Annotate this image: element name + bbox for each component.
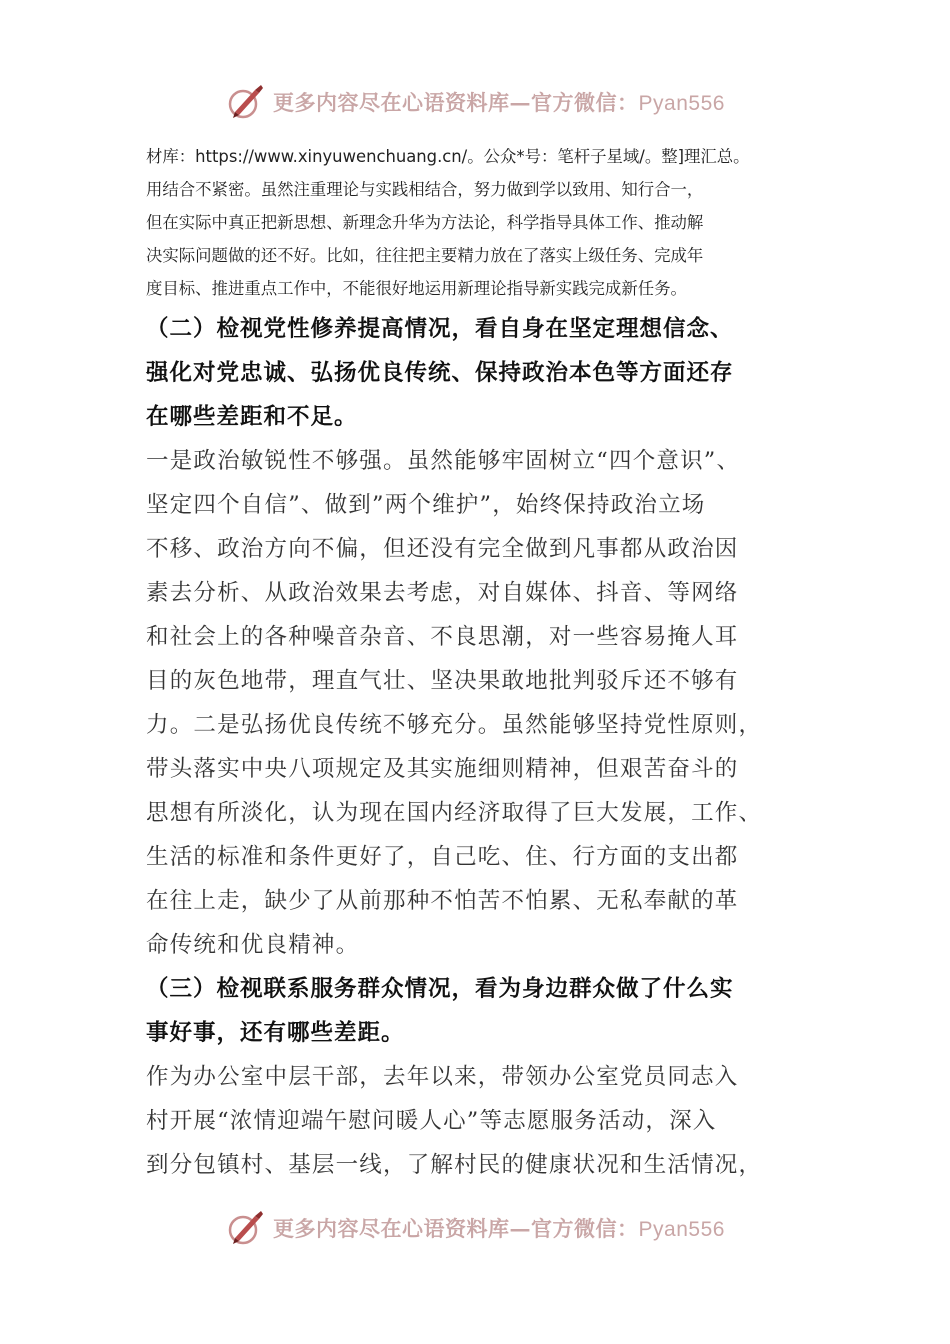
- intro-line: 度目标、推进重点工作中，不能很好地运用新理论指导新实践完成新任务。: [146, 279, 687, 298]
- banner-label: 更多内容尽在心语资料库—官方微信：: [273, 90, 639, 115]
- banner-wechat-id: Pyan556: [638, 1218, 725, 1241]
- section-2-body-line: 目的灰色地带，理直气壮、坚决果敢地批判驳斥还不够有: [146, 668, 739, 694]
- banner-text: [273, 1213, 725, 1243]
- section-3-heading: （三）检视联系服务群众情况，看为身边群众做了什么实: [146, 976, 734, 1002]
- section-2-heading: 强化对党忠诚、弘扬优良传统、保持政治本色等方面还存: [146, 360, 734, 386]
- section-2-body-line: 力。二是弘扬优良传统不够充分。虽然能够坚持党性原则，: [146, 712, 763, 738]
- banner-label: 更多内容尽在心语资料库—官方微信：: [273, 1216, 639, 1241]
- section-2-body-line: 不移、政治方向不偏，但还没有完全做到凡事都从政治因: [146, 536, 739, 562]
- footer-banner: [0, 1206, 950, 1250]
- header-banner: [0, 80, 950, 124]
- pen-logo-icon: [225, 1208, 265, 1248]
- intro-line: 材库：https://www.xinyuwenchuang.cn/。公众*号：笔杆子星域/。整]理汇总。: [146, 147, 750, 166]
- document-body: [146, 140, 806, 1187]
- section-2-body-line: 素去分析、从政治效果去考虑，对自媒体、抖音、等网络: [146, 580, 739, 606]
- section-3-heading: 事好事，还有哪些差距。: [146, 1020, 405, 1046]
- section-2-body-line: 生活的标准和条件更好了，自己吃、住、行方面的支出都: [146, 844, 739, 870]
- intro-line: 用结合不紧密。虽然注重理论与实践相结合，努力做到学以致用、知行合一，: [146, 180, 704, 199]
- section-3-body-line: 村开展“浓情迎端午慰问暖人心”等志愿服务活动，深入: [146, 1108, 717, 1134]
- section-2-body-line: 在往上走，缺少了从前那种不怕苦不怕累、无私奉献的革: [146, 888, 739, 914]
- section-3: [146, 967, 806, 1187]
- section-2-body-line: 一是政治敏锐性不够强。虽然能够牢固树立“四个意识”、: [146, 448, 741, 474]
- section-2-heading: （二）检视党性修养提高情况，看自身在坚定理想信念、: [146, 316, 734, 342]
- section-2-body-line: 和社会上的各种噪音杂音、不良思潮，对一些容易掩人耳: [146, 624, 739, 650]
- intro-line: 决实际问题做的还不好。比如，往往把主要精力放在了落实上级任务、完成年: [146, 246, 704, 265]
- section-2-body-line: 带头落实中央八项规定及其实施细则精神，但艰苦奋斗的: [146, 756, 739, 782]
- section-2-heading: 在哪些差距和不足。: [146, 404, 358, 430]
- section-2-body-line: 坚定四个自信”、做到”两个维护”，始终保持政治立场: [146, 492, 706, 518]
- section-3-body-line: 到分包镇村、基层一线，了解村民的健康状况和生活情况，: [146, 1152, 763, 1178]
- intro-line: 但在实际中真正把新思想、新理念升华为方法论，科学指导具体工作、推动解: [146, 213, 704, 232]
- section-2: [146, 307, 806, 967]
- section-2-body-line: 思想有所淡化，认为现在国内经济取得了巨大发展，工作、: [146, 800, 763, 826]
- banner-wechat-id: Pyan556: [638, 92, 725, 115]
- pen-logo-icon: [225, 82, 265, 122]
- section-3-body-line: 作为办公室中层干部，去年以来，带领办公室党员同志入: [146, 1064, 739, 1090]
- section-2-body-line: 命传统和优良精神。: [146, 932, 360, 958]
- banner-text: [273, 87, 725, 117]
